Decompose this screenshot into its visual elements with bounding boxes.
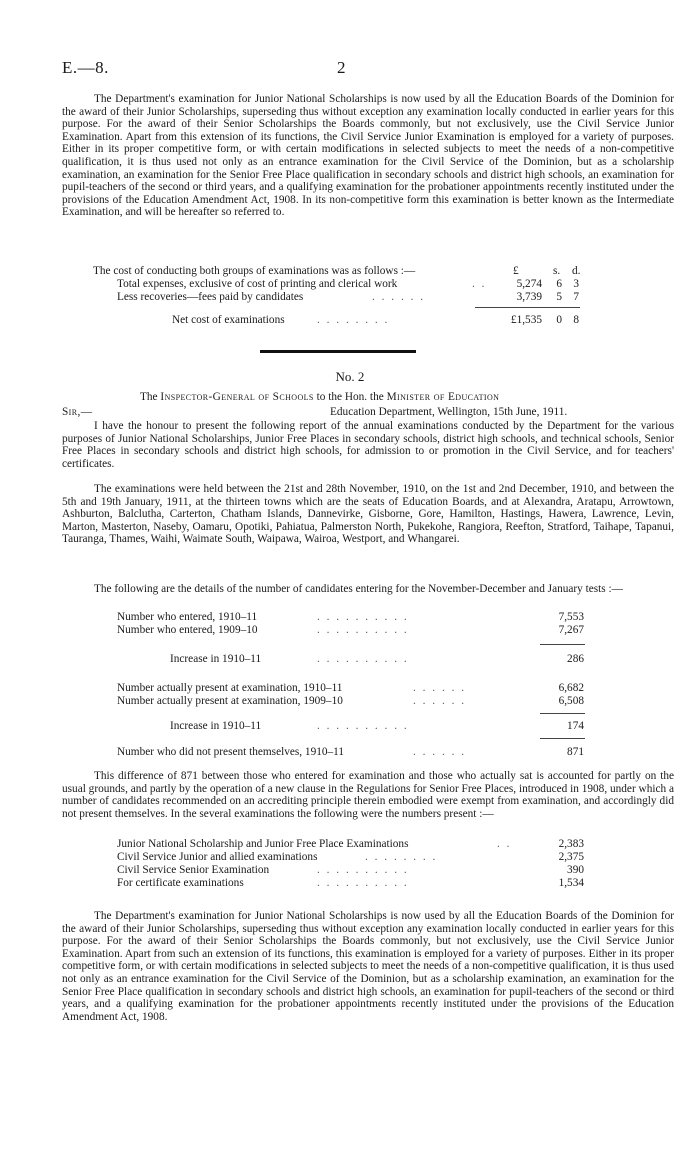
leader-dots: . . . . . . . . . . (317, 624, 409, 636)
candidates-row (117, 695, 587, 708)
row-label: Number who entered, 1909–10 (117, 624, 258, 636)
candidates-row (117, 611, 587, 624)
leader-dots: . . . . . . (413, 695, 467, 707)
title-inspector-general: Inspector-General of Schools (160, 391, 314, 403)
leader-dots: . . (497, 838, 512, 850)
row-label: Number actually present at examination, 1910–11 (117, 682, 343, 694)
section-number: No. 2 (335, 369, 365, 384)
present-row (117, 851, 587, 864)
row-label: Junior National Scholarship and Junior Free Place Examinations (117, 838, 409, 850)
candidates-row (117, 624, 587, 637)
row-value: 6,682 (558, 682, 584, 694)
sum-rule (540, 644, 585, 645)
net-cost-row (172, 314, 597, 327)
row-value: 871 (567, 746, 584, 758)
page-number: 2 (337, 58, 346, 77)
candidates-row (117, 746, 587, 759)
paragraph-towns: The examinations were held between the 21st and 28th November, 1910, on the 1st and 2nd December, 1910, and between the 5th and 19th January, 1911, at the thirteen towns which are the seats of Education Boards, and at Alexandra, Aratapu, Arrowtown, Ashburton, Balclutha, Carterton, Chatham Islands, Dannevirke, Gisborne, Gore, Hamilton, Hastings, Hawera, Lawrence, Levin, Marton, Masterton, Naseby, Oamaru, Opotiki, Pahiatua, Palmerston North, Pukekohe, Rangiora, Reefton, Stratford, Taihape, Tapanui, Tauranga, Thames, Waihi, Waimate South, Waipawa, Wairoa, Westport, and Whangarei. (62, 483, 674, 546)
paragraph-intro: The Department's examination for Junior National Scholarships is now used by all the Education Boards of the Dominion for the award of their Junior Scholarships, superseding thus without exception any examination locally conducted in earlier years for this purpose. For the award of their Senior Scholarships the Boards commonly, but not exclusively, use the Civil Service Junior Examination. Apart from this extension of its functions, the Civil Service Junior Examination is employed for a variety of purposes. Either in its proper competitive form, or with certain modifications in selected subjects to meet the needs of a non-competitive qualification, it is thus used not only as an entrance examination for the Civil Service of the Dominion, but as a scholarship examination, an examination for the Senior Free Place qualification in secondary schools and district high schools, an examination for pupil-teachers of the second or third years, and a qualifying examination for the probationer appointments recently instituted under the provisions of the Education Amendment Act, 1908. In its non-competitive form this examination is better known as the Intermediate Examination, and will be hereafter so referred to. (62, 93, 674, 219)
section-divider (260, 350, 416, 353)
candidates-row (117, 682, 587, 695)
cost-row-label: Less recoveries—fees paid by candidates (117, 291, 304, 303)
leader-dots: . . . . . . . . . . (317, 653, 409, 665)
row-value: 390 (567, 864, 584, 876)
row-value: 2,383 (558, 838, 584, 850)
paragraph-difference: This difference of 871 between those who entered for examination and those who actually sat is accounted for partly on the usual grounds, and partly by the operation of a new clause in the Regulations for Senior Free Places, introduced in 1908, under which a number of candidates recommended on an accrediting principle therein embodied were exempt from examination, and accordingly did not present themselves. In the several examinations the following were the numbers present :— (62, 770, 674, 820)
row-value: 174 (567, 720, 584, 732)
cost-row-shillings: 5 (556, 291, 562, 303)
row-label: For certificate examinations (117, 877, 244, 889)
leader-dots: . . . . . . (413, 682, 467, 694)
title-prefix: The (140, 391, 158, 403)
net-cost-shillings: 0 (556, 314, 562, 326)
cost-row-pounds: 5,274 (516, 278, 542, 290)
title-minister: Minister of Education (386, 391, 500, 403)
net-cost-label: Net cost of examinations (172, 314, 285, 326)
candidates-row (170, 720, 587, 733)
row-value: 7,267 (558, 624, 584, 636)
row-label: Number who did not present themselves, 1910–11 (117, 746, 345, 758)
cost-row-shillings: 6 (556, 278, 562, 290)
row-value: 6,508 (558, 695, 584, 707)
leader-dots: . . . . . . . . (317, 314, 390, 326)
row-label: Civil Service Junior and allied examinations (117, 851, 318, 863)
leader-dots: . . . . . . . . . . (317, 877, 409, 889)
cost-intro: The cost of conducting both groups of examinations was as follows :— (93, 265, 416, 277)
title-middle: to the Hon. the (316, 391, 384, 403)
cost-row (117, 278, 597, 291)
row-value: 7,553 (558, 611, 584, 623)
net-cost-pounds: £1,535 (510, 314, 542, 326)
present-row (117, 864, 587, 877)
leader-dots: . . . . . . (413, 746, 467, 758)
row-value: 2,375 (558, 851, 584, 863)
cost-col-shillings: s. (553, 265, 561, 277)
present-row (117, 877, 587, 890)
cost-row (117, 291, 597, 304)
dateline: Education Department, Wellington, 15th June, 1911. (330, 406, 568, 418)
paragraph-junior-scholarships: The Department's examination for Junior National Scholarships is now used by all the Education Boards of the Dominion for the award of their Junior Scholarships, superseding thus without exception any examination locally conducted in earlier years for this purpose. For the award of their Senior Scholarships the Boards commonly, but not exclusively, use the Civil Service Junior Examination. Apart from such an extension of its functions, this examination is employed for a variety of purposes. Either in its proper competitive form, or with certain modifications in selected subjects to meet the needs of a non-competitive qualification, it is thus used not only as an entrance examination for the Civil Service of the Dominion, but as a scholarship examination, an examination for the Senior Free Place qualification in secondary schools and district high schools, an examination for pupil-teachers of the second or third years, and a qualifying examination for the probationer appointments recently instituted under the provisions of the Education Amendment Act, 1908. (62, 910, 674, 1023)
cost-row-pounds: 3,739 (516, 291, 542, 303)
row-value: 286 (567, 653, 584, 665)
row-label: Increase in 1910–11 (170, 720, 262, 732)
leader-dots: . . . . . . . . (365, 851, 438, 863)
cost-row-pence: 3 (573, 278, 579, 290)
leader-dots: . . . . . . . . . . (317, 864, 409, 876)
leader-dots: . . (472, 278, 487, 290)
cost-row-pence: 7 (573, 291, 579, 303)
cost-row-label: Total expenses, exclusive of cost of printing and clerical work (117, 278, 398, 290)
row-label: Number who entered, 1910–11 (117, 611, 258, 623)
row-label: Increase in 1910–11 (170, 653, 262, 665)
section-title (140, 391, 499, 404)
sum-rule (475, 307, 580, 308)
candidates-row (170, 653, 587, 666)
cost-col-pence: d. (572, 265, 581, 277)
sum-rule (540, 713, 585, 714)
leader-dots: . . . . . . . . . . (317, 611, 409, 623)
sum-rule (540, 738, 585, 739)
row-label: Civil Service Senior Examination (117, 864, 270, 876)
leader-dots: . . . . . . (372, 291, 426, 303)
paragraph-report: I have the honour to present the following report of the annual examinations conducted by the Department for the various purposes of Junior National Scholarships, Junior Free Places in secondary schools, district high schools, and technical schools, Senior Free Places in secondary schools and district high schools, for admission to or promotion in the Civil Service, and for teachers' certificates. (62, 420, 674, 470)
net-cost-pence: 8 (573, 314, 579, 326)
row-value: 1,534 (558, 877, 584, 889)
paragraph-details: The following are the details of the number of candidates entering for the November-December and January tests :— (94, 583, 623, 595)
document-reference: E.—8. (62, 58, 109, 77)
leader-dots: . . . . . . . . . . (317, 720, 409, 732)
cost-col-pound: £ (513, 265, 519, 277)
salutation: Sir,— (62, 406, 93, 418)
present-row (117, 838, 587, 851)
row-label: Number actually present at examination, 1909–10 (117, 695, 343, 707)
